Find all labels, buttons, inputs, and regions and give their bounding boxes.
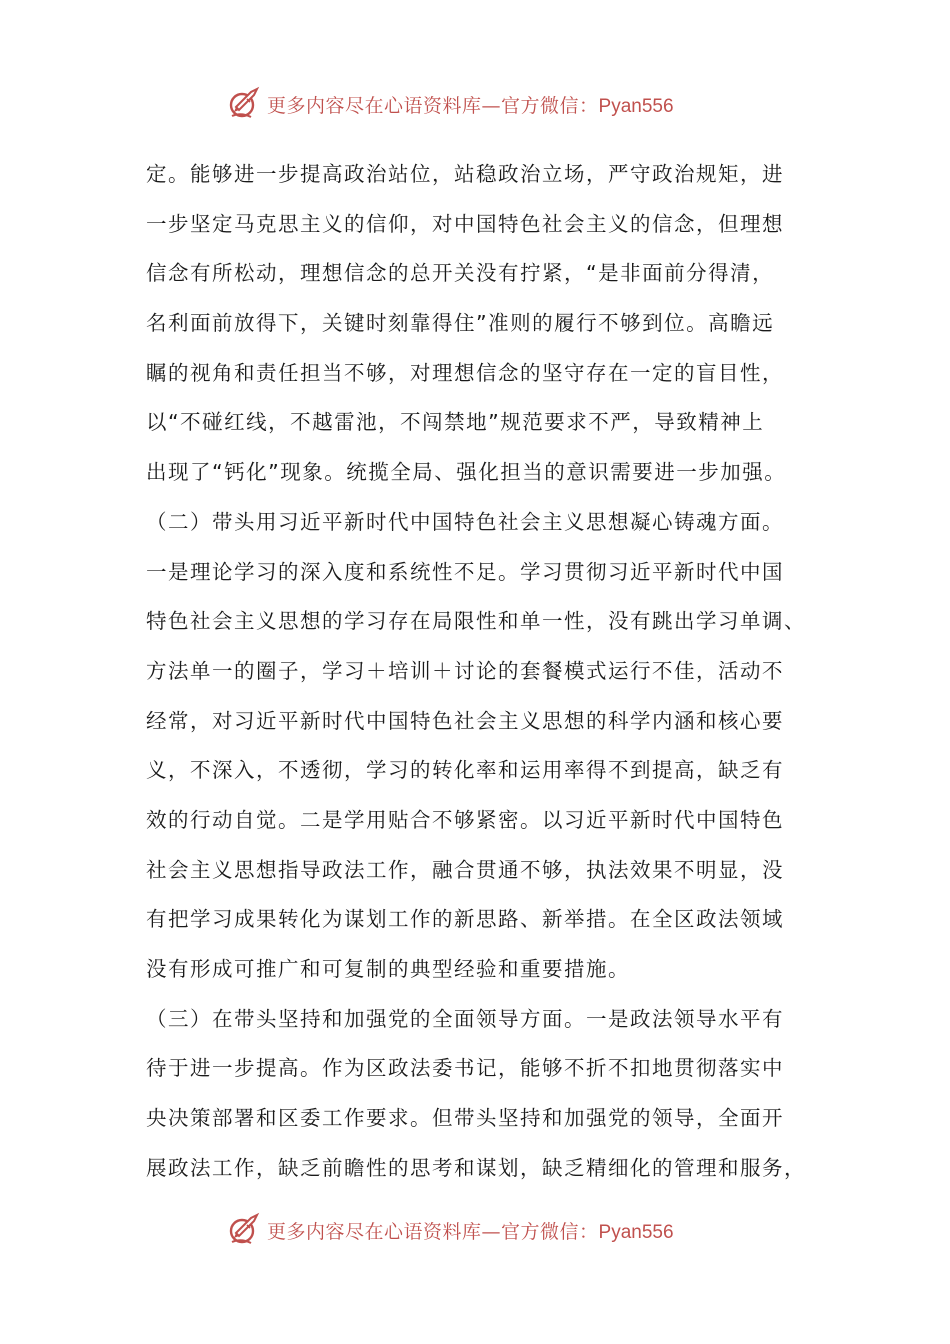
document-body [146,150,816,1193]
watermark-text: 更多内容尽在心语资料库—官方微信：Pyan556 [267,1220,674,1243]
footer-watermark [227,1212,727,1248]
section-heading-3: （三）在带头坚持和加强党的全面领导方面。一是政法领导水平有 [146,1006,784,1031]
text-line: 待于进一步提高。作为区政法委书记，能够不折不扣地贯彻落实中 [146,1056,784,1081]
text-line: 以“不碰红线，不越雷池，不闯禁地”规范要求不严，导致精神上 [146,410,765,435]
text-line: 特色社会主义思想的学习存在局限性和单一性，没有跳出学习单调、 [146,609,806,634]
text-line: 出现了“钙化”现象。统揽全局、强化担当的意识需要进一步加强。 [146,460,787,485]
text-line: 有把学习成果转化为谋划工作的新思路、新举措。在全区政法领域 [146,907,784,932]
text-line: 央决策部署和区委工作要求。但带头坚持和加强党的领导，全面开 [146,1106,784,1131]
text-line: 没有形成可推广和可复制的典型经验和重要措施。 [146,957,630,981]
text-line: 经常，对习近平新时代中国特色社会主义思想的科学内涵和核心要 [146,708,784,733]
text-line: 定。能够进一步提高政治站位，站稳政治立场，严守政治规矩，进 [146,162,784,186]
text-line: 效的行动自觉。二是学用贴合不够紧密。以习近平新时代中国特色 [146,807,784,832]
header-watermark [227,86,727,122]
pen-logo-icon [227,1212,263,1248]
text-line: 信念有所松动，理想信念的总开关没有拧紧，“是非面前分得清， [146,261,775,286]
text-line: 瞩的视角和责任担当不够，对理想信念的坚守存在一定的盲目性， [146,360,784,385]
text-line: 一步坚定马克思主义的信仰，对中国特色社会主义的信念，但理想 [146,211,784,236]
text-line: 方法单一的圈子，学习＋培训＋讨论的套餐模式运行不佳，活动不 [146,658,784,683]
section-heading-2: （二）带头用习近平新时代中国特色社会主义思想凝心铸魂方面。 [146,509,784,534]
text-line: 一是理论学习的深入度和系统性不足。学习贯彻习近平新时代中国 [146,559,784,584]
watermark-text: 更多内容尽在心语资料库—官方微信：Pyan556 [267,94,674,117]
text-line: 义，不深入，不透彻，学习的转化率和运用率得不到提高，缺乏有 [146,758,784,783]
text-line: 展政法工作，缺乏前瞻性的思考和谋划，缺乏精细化的管理和服务， [146,1155,806,1180]
text-line: 名利面前放得下，关键时刻靠得住”准则的履行不够到位。高瞻远 [146,311,775,336]
text-line: 社会主义思想指导政法工作，融合贯通不够，执法效果不明显，没 [146,857,784,882]
pen-logo-icon [227,86,263,122]
